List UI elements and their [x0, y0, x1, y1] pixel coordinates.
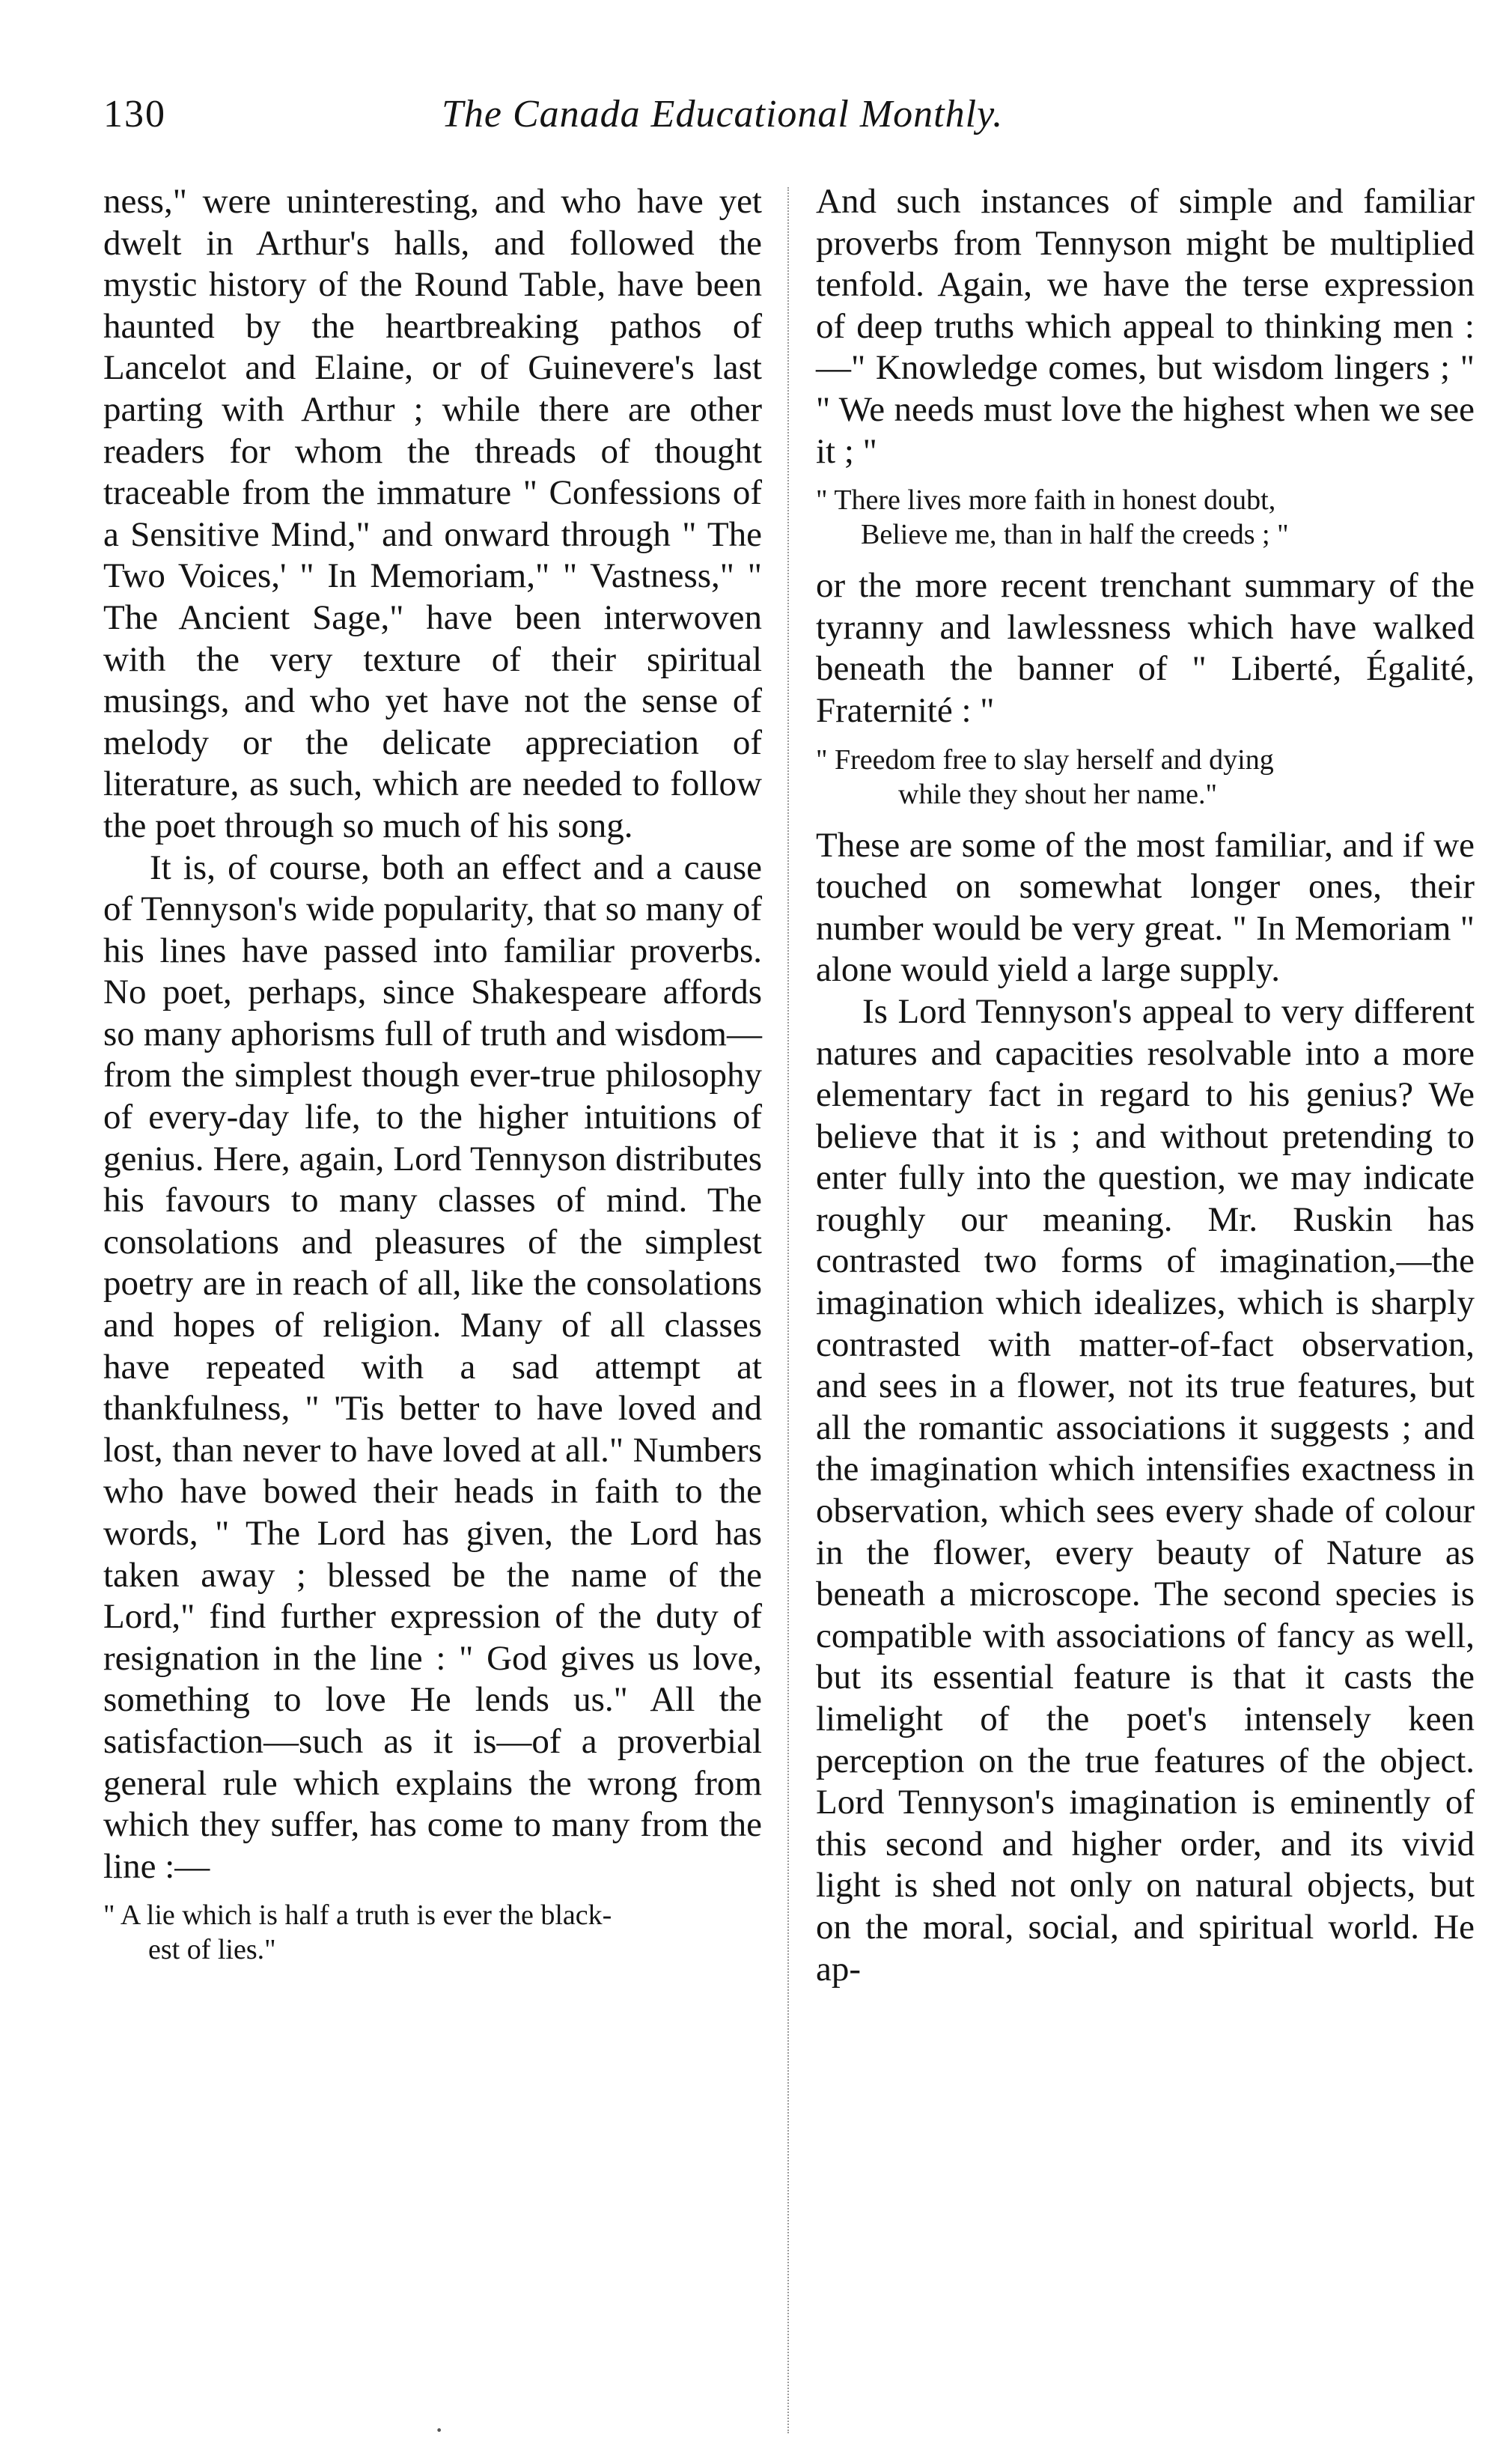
block-quote	[816, 743, 1475, 812]
block-quote	[816, 483, 1475, 552]
right-column	[816, 181, 1475, 1990]
running-title: The Canada Educational Monthly.	[442, 93, 1004, 136]
page-header	[103, 88, 1151, 141]
quote-line: while they shout her name."	[898, 778, 1218, 810]
quote-line: " A lie which is half a truth is ever the black-	[103, 1899, 612, 1932]
block-quote	[103, 1898, 762, 1967]
quote-line: " There lives more faith in honest doubt,	[816, 484, 1276, 517]
paragraph: It is, of course, both an effect and a cause of Tennyson's wide popularity, that so many of his lines have passed into familiar proverbs. No poet, perhaps, since Shakespeare affords so many aphorisms full of truth and wisdom—from the simplest though ever-true philosophy of every-day life, to the higher intuitions of genius. Here, again, Lord Tennyson distributes his favours to many classes of mind. The consolations and pleasures of the simplest poetry are in reach of all, like the consolations and hopes of religion. Many of all classes have repeated with a sad attempt at thankfulness, " 'Tis better to have loved and lost, than never to have loved at all." Numbers who have bowed their heads in faith to the words, " The Lord has given, the Lord has taken away ; blessed be the name of the Lord," find further expression of the duty of resignation in the line : " God gives us love, something to love He lends us." All the satisfaction—such as it is—of a proverbial general rule which explains the wrong from which they suffer, has come to many from the line :—	[103, 848, 762, 1886]
quote-line: est of lies."	[148, 1934, 276, 1966]
quote-line: " Freedom free to slay herself and dying	[816, 743, 1274, 776]
paragraph: These are some of the most familiar, and if we touched on somewhat longer ones, their number would be very great. " In Memoriam " alone would yield a large supply.	[816, 825, 1475, 990]
quote-line: Believe me, than in half the creeds ; "	[861, 519, 1289, 551]
paragraph: or the more recent trenchant summary of the tyranny and lawlessness which have walked beneath the banner of " Liberté, Égalité, Fraternité : "	[816, 566, 1475, 730]
paragraph: And such instances of simple and familiar proverbs from Tennyson might be multiplied tenfold. Again, we have the terse expression of deep truths which appeal to thinking men : —" Knowledge comes, but wisdom lingers ; " " We needs must love the highest when we see it ; "	[816, 182, 1475, 471]
page-number: 130	[103, 93, 166, 136]
left-column	[103, 181, 762, 1980]
footer-mark: ·	[434, 2413, 445, 2447]
paragraph: ness," were uninteresting, and who have yet dwelt in Arthur's halls, and followed the mystic history of the Round Table, have been haunted by the heartbreaking pathos of Lancelot and Elaine, or of Guinevere's last parting with Arthur ; while there are other readers for whom the threads of thought traceable from the immature " Confessions of a Sensitive Mind," and onward through " The Two Voices,' " In Memoriam," " Vastness," " The Ancient Sage," have been interwoven with the very texture of their spiritual musings, and who yet have not the sense of melody or the delicate appreciation of literature, as such, which are needed to follow the poet through so much of his song.	[103, 182, 762, 845]
column-divider	[787, 187, 789, 2433]
paragraph: Is Lord Tennyson's appeal to very different natures and capacities resolvable into a more elementary fact in regard to his genius? We believe that it is ; and without pretending to enter fully into the question, we may indicate roughly our meaning. Mr. Ruskin has contrasted two forms of imagination,—the imagination which idealizes, which is sharply contrasted with matter-of-fact observation, and sees in a flower, not its true features, but all the romantic associations it suggests ; and the imagination which intensifies exactness in observation, which sees every shade of colour in the flower, every beauty of Nature as beneath a microscope. The second species is compatible with associations of fancy as well, but its essential feature is that it casts the limelight of the poet's intensely keen perception on the true features of the object. Lord Tennyson's imagination is eminently of this second and higher order, and its vivid light is shed not only on natural objects, but on the moral, social, and spiritual world. He ap-	[816, 991, 1475, 1989]
